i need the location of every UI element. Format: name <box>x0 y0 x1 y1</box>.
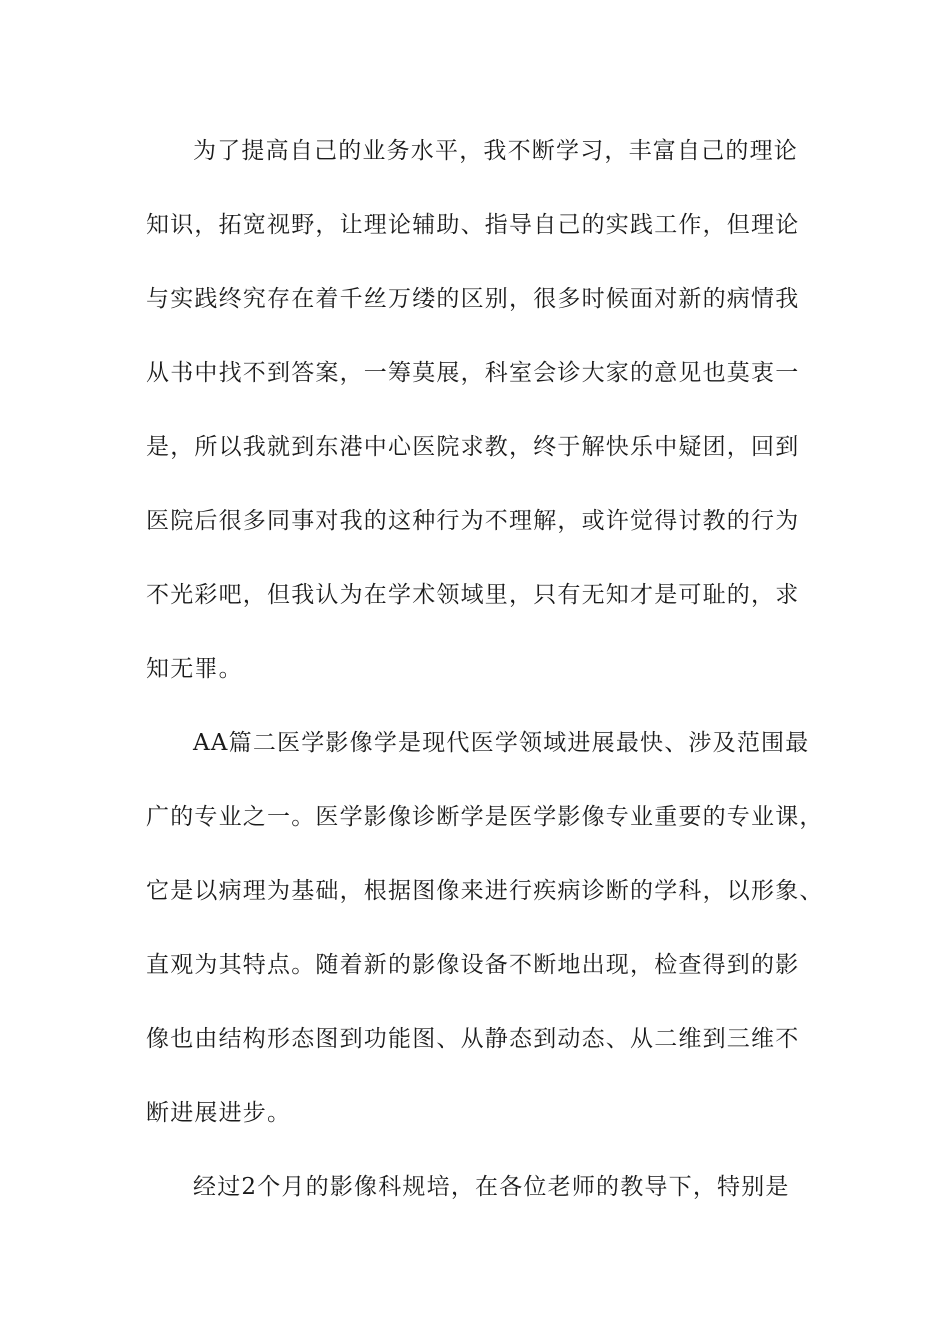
paragraph-2-line-3: 它是以病理为基础，根据图像来进行疾病诊断的学科，以形象、 <box>146 878 824 904</box>
paragraph-2-line-4: 直观为其特点。随着新的影像设备不断地出现，检查得到的影 <box>146 952 800 978</box>
paragraph-1-line-4: 从书中找不到答案，一筹莫展，科室会诊大家的意见也莫衷一 <box>146 360 800 386</box>
paragraph-1-line-5: 是，所以我就到东港中心医院求教，终于解快乐中疑团，回到 <box>146 434 800 460</box>
paragraph-2-line-5: 像也由结构形态图到功能图、从静态到动态、从二维到三维不 <box>146 1026 800 1052</box>
paragraph-1-line-1: 为了提高自己的业务水平，我不断学习，丰富自己的理论 <box>193 138 798 164</box>
paragraph-1-line-2: 知识，拓宽视野，让理论辅助、指导自己的实践工作，但理论 <box>146 212 800 238</box>
paragraph-2-line-6: 断进展进步。 <box>146 1100 292 1126</box>
paragraph-2-line-2: 广的专业之一。医学影像诊断学是医学影像专业重要的专业课， <box>146 804 824 830</box>
paragraph-2-line-1: AA篇二医学影像学是现代医学领域进展最快、涉及范围最 <box>193 730 810 756</box>
paragraph-3-line-1: 经过2个月的影像科规培，在各位老师的教导下，特别是 <box>193 1174 790 1200</box>
paragraph-1-line-3: 与实践终究存在着千丝万缕的区别，很多时候面对新的病情我 <box>146 286 800 312</box>
paragraph-1-line-6: 医院后很多同事对我的这种行为不理解，或许觉得讨教的行为 <box>146 508 800 534</box>
paragraph-1-line-7: 不光彩吧，但我认为在学术领域里，只有无知才是可耻的，求 <box>146 582 800 608</box>
paragraph-1-line-8: 知无罪。 <box>146 656 243 682</box>
document-body <box>146 128 824 1238</box>
